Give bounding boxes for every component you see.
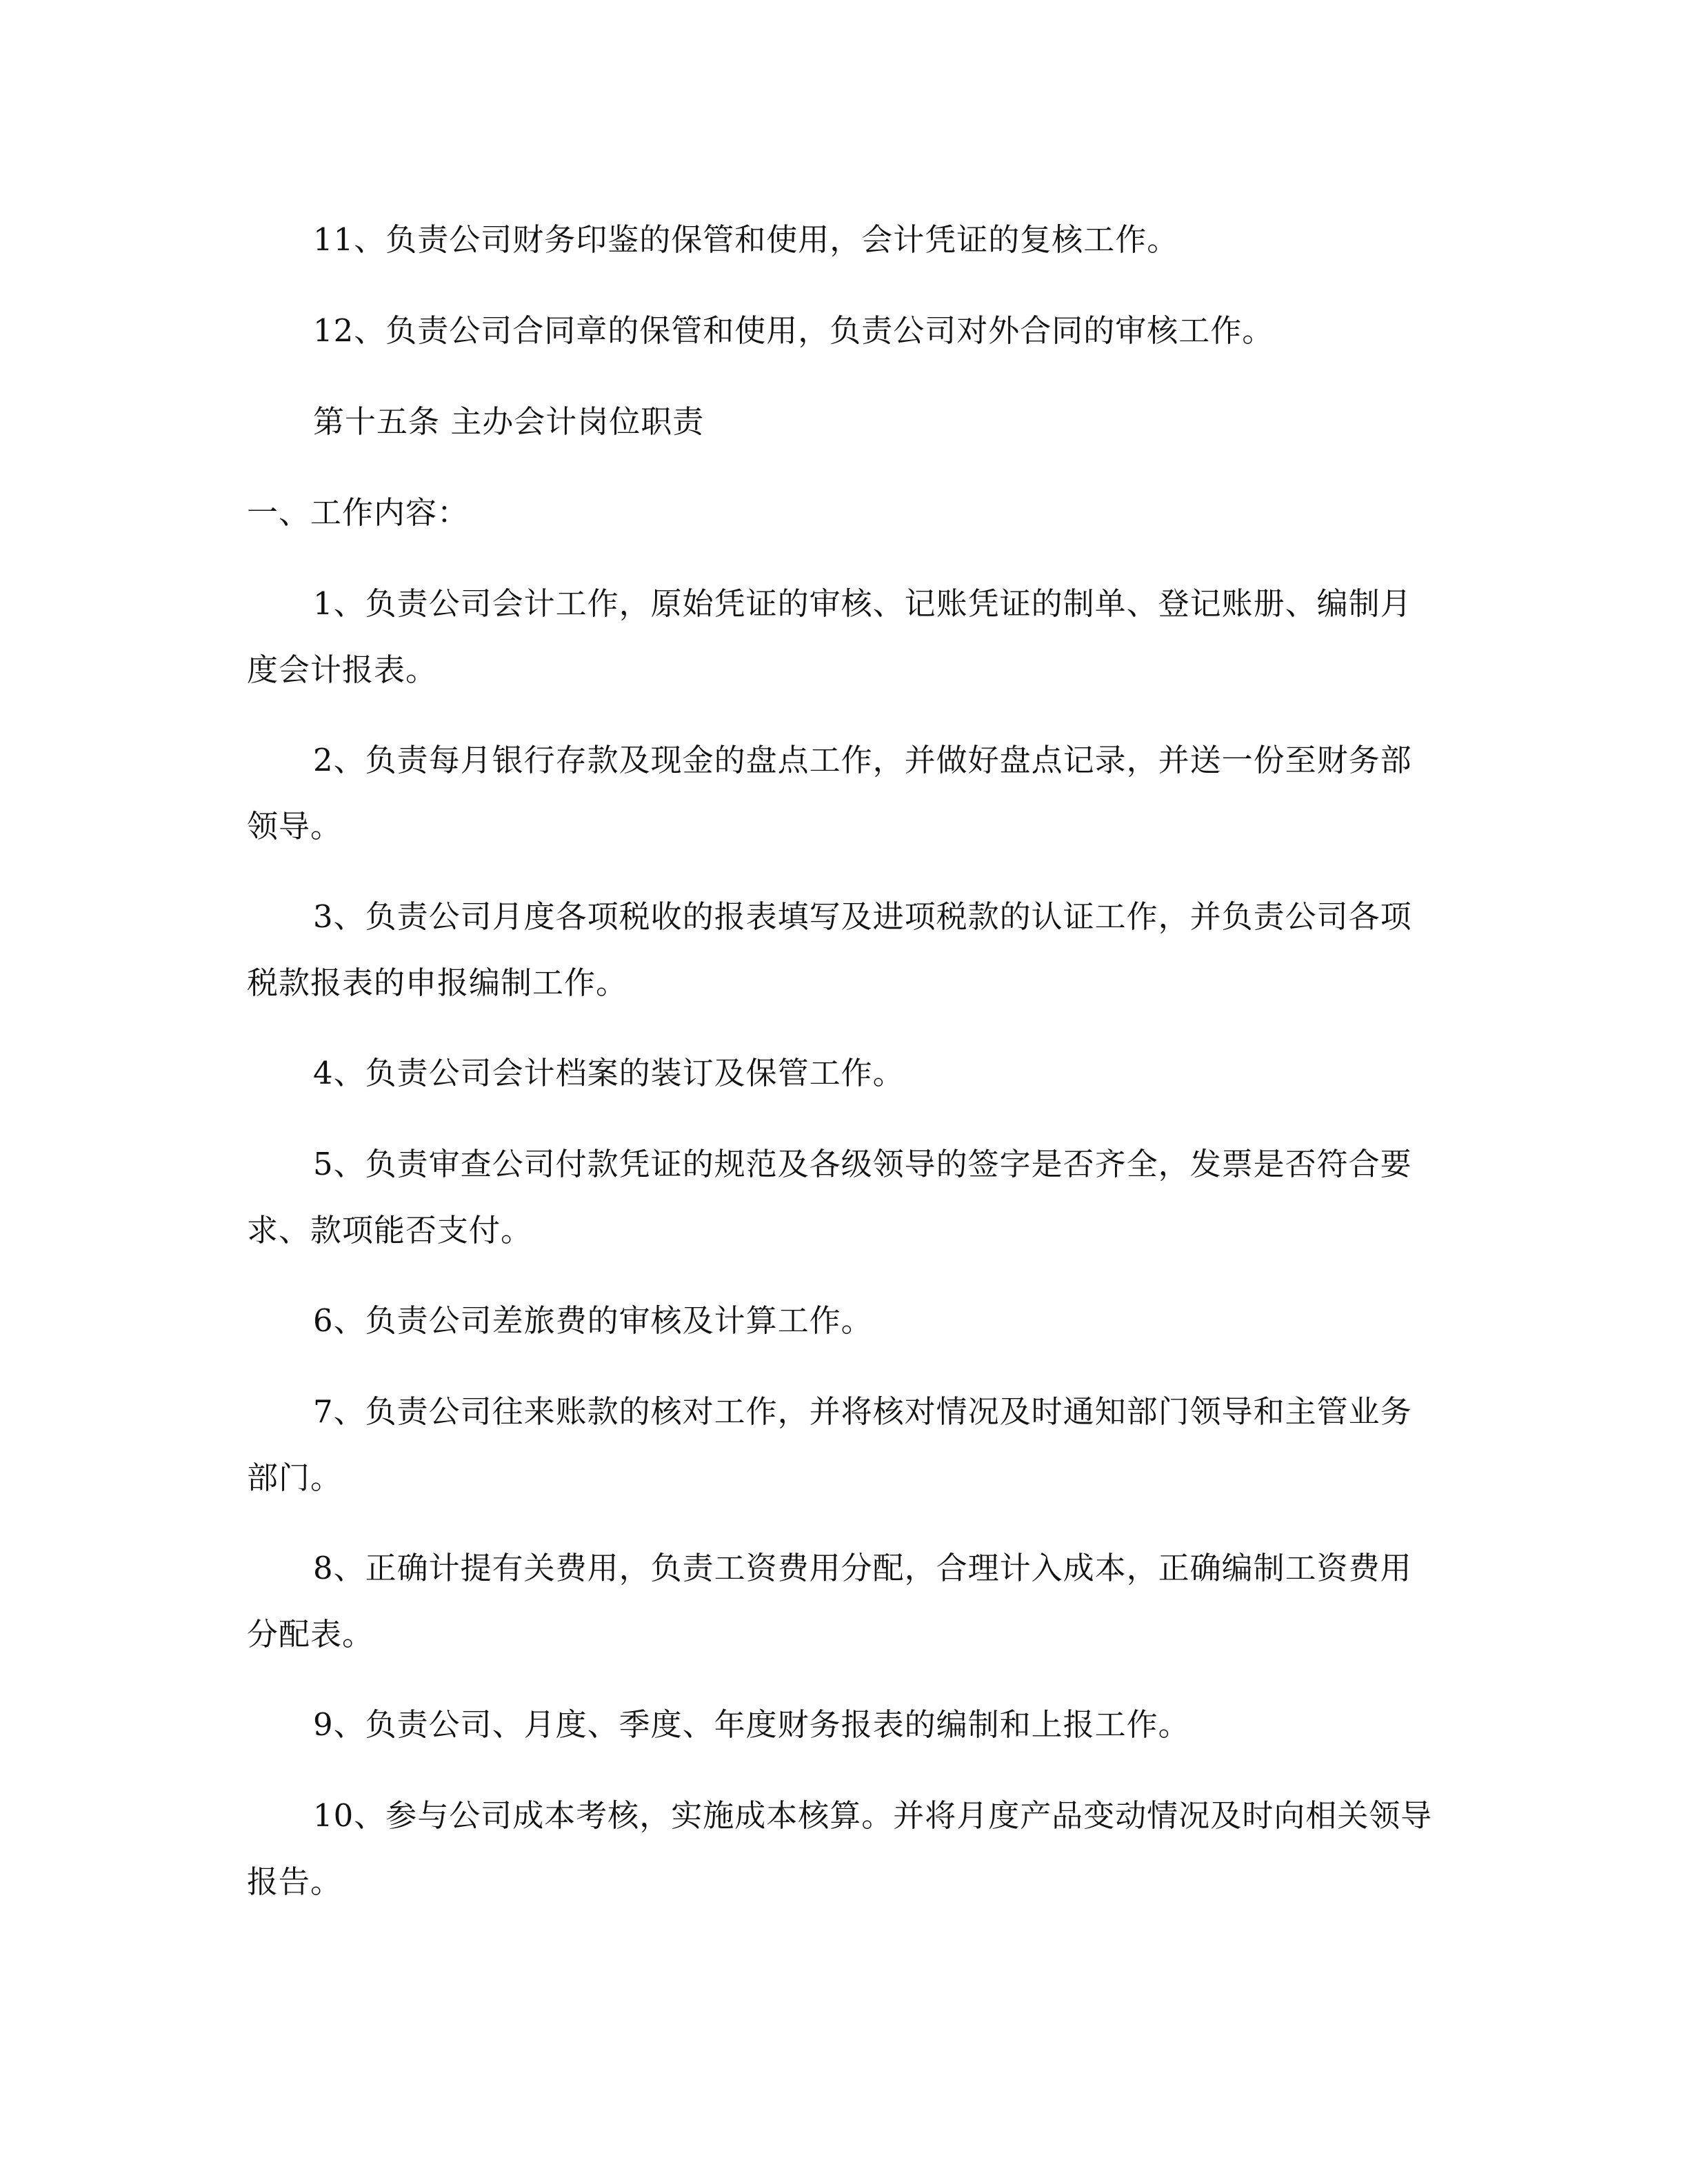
article-heading: 第十五条 主办会计岗位职责: [313, 403, 705, 440]
duty-item-3: 3、负责公司月度各项税收的报表填写及进项税款的认证工作，并负责公司各项税款报表的申报编制工作。: [247, 898, 1412, 1001]
section-heading: 一、工作内容：: [247, 494, 470, 531]
duty-item-9: 9、负责公司、月度、季度、年度财务报表的编制和上报工作。: [313, 1706, 1190, 1743]
duty-item-5: 5、负责审查公司付款凭证的规范及各级领导的签字是否齐全，发票是否符合要求、款项能否支付。: [247, 1146, 1412, 1248]
paragraph-item-12: 12、负责公司合同章的保管和使用，负责公司对外合同的审核工作。: [313, 312, 1274, 349]
duty-item-7: 7、负责公司往来账款的核对工作，并将核对情况及时通知部门领导和主管业务部门。: [247, 1393, 1412, 1496]
duty-item-2: 2、负责每月银行存款及现金的盘点工作，并做好盘点记录，并送一份至财务部领导。: [247, 742, 1412, 845]
duty-item-1: 1、负责公司会计工作，原始凭证的审核、记账凭证的制单、登记账册、编制月度会计报表。: [247, 585, 1412, 688]
duty-item-10: 10、参与公司成本考核，实施成本核算。并将月度产品变动情况及时向相关领导报告。: [247, 1797, 1433, 1900]
duty-item-4: 4、负责公司会计档案的装订及保管工作。: [313, 1055, 905, 1091]
duty-item-6: 6、负责公司差旅费的审核及计算工作。: [313, 1302, 873, 1339]
duty-item-8: 8、正确计提有关费用，负责工资费用分配，合理计入成本，正确编制工资费用分配表。: [247, 1550, 1412, 1652]
paragraph-item-11: 11、负责公司财务印鉴的保管和使用，会计凭证的复核工作。: [313, 221, 1179, 258]
